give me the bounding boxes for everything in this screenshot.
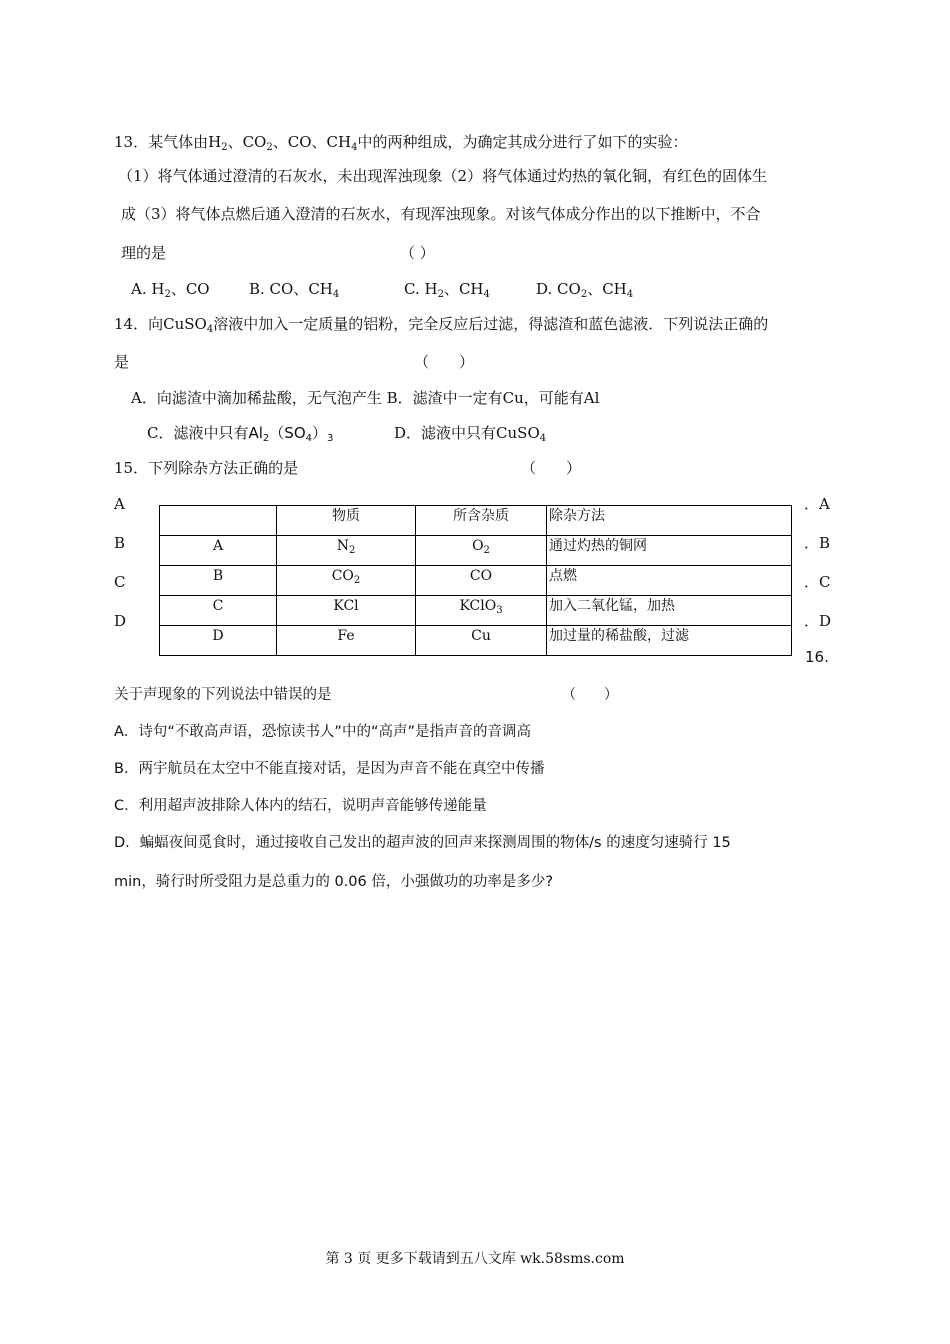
row-impurity: Cu (416, 626, 547, 656)
q14-option-c: C．滤液中只有$Al_2(SO_4)_3$ (147, 424, 334, 444)
q13-line2: （1）将气体通过澄清的石灰水，未出现浑浊现象（2）将气体通过灼热的氧化铜，有红色的固体生 (118, 167, 768, 185)
row-impurity: $O_2$ (416, 536, 547, 566)
q15-right-label-b: ．B (804, 534, 831, 552)
row-substance: $CO_2$ (277, 566, 416, 596)
q16-option-c: C．利用超声波排除人体内的结石，说明声音能够传递能量 (114, 798, 487, 814)
row-label: C (160, 596, 277, 626)
header-cell: 除杂方法 (547, 506, 792, 536)
table-row (160, 566, 792, 596)
q16-number: 16. (805, 648, 829, 666)
q15-right-label-d: ．D (804, 612, 832, 630)
q13-line4: 理的是 (121, 244, 167, 262)
q15-left-label-c: C (114, 573, 126, 591)
q15-answer-paren: （ ） (521, 459, 582, 477)
q14-option-d: D．滤液中只有CuSO$_4$ (394, 424, 547, 444)
q13-option-c: C. $H_2$、$CH_4$ (404, 280, 490, 300)
q15-stem: 15．下列除杂方法正确的是 (114, 459, 299, 477)
row-impurity: KClO$_3$ (416, 596, 547, 626)
table-row (160, 626, 792, 656)
q15-table (159, 505, 792, 656)
row-label: A (160, 536, 277, 566)
row-method: 点燃 (547, 566, 792, 596)
q16-option-b: B．两宇航员在太空中不能直接对话，是因为声音不能在真空中传播 (114, 761, 545, 777)
header-cell: 所含杂质 (416, 506, 547, 536)
row-label: D (160, 626, 277, 656)
page-footer: 第 3 页 更多下载请到五八文库 wk.58sms.com (325, 1251, 625, 1267)
q15-right-label-a: ．A (804, 495, 830, 513)
q14-answer-paren: （ ） (414, 353, 475, 371)
q13-stem: 13．某气体由$H_2$、$CO_2$、CO、$CH_4$中的两种组成，为确定其成分进行了如下的实验： (114, 133, 688, 153)
q16-answer-paren: （ ） (562, 687, 618, 703)
q16-option-a: A．诗句“不敢高声语，恐惊读书人”中的“高声”是指声音的音调高 (114, 724, 531, 740)
row-impurity: CO (416, 566, 547, 596)
row-substance: KCl (277, 596, 416, 626)
q14-stem: 14．向CuSO$_4$溶液中加入一定质量的铝粉，完全反应后过滤，得滤渣和蓝色滤液．下列说法正确的 (114, 315, 769, 335)
header-cell (160, 506, 277, 536)
row-method: 通过灼热的铜网 (547, 536, 792, 566)
q15-left-label-a: A (114, 495, 125, 513)
row-method: 加入二氧化锰，加热 (547, 596, 792, 626)
q15-left-label-d: D (114, 612, 127, 630)
table-row (160, 596, 792, 626)
q16-stem: 关于声现象的下列说法中错误的是 (114, 687, 332, 703)
q15-right-label-c: ．C (804, 573, 831, 591)
row-substance: $N_2$ (277, 536, 416, 566)
row-method: 加过量的稀盐酸，过滤 (547, 626, 792, 656)
q16-option-d-line2: min，骑行时所受阻力是总重力的 0.06 倍，小强做功的功率是多少? (114, 874, 554, 890)
q13-line3: 成（3）将气体点燃后通入澄清的石灰水，有现浑浊现象。对该气体成分作出的以下推断中，不合 (121, 205, 761, 223)
q14-options-ab: A．向滤渣中滴加稀盐酸，无气泡产生 B．滤渣中一定有Cu，可能有Al (131, 389, 600, 407)
table-row (160, 536, 792, 566)
q16-option-d-line1: D．蝙蝠夜间觅食时，通过接收自己发出的超声波的回声来探测周围的物体/s 的速度匀速骑行 15 (114, 835, 731, 851)
table-header-row (160, 506, 792, 536)
q14-line2: 是 (114, 353, 130, 371)
q13-option-a: A. $H_2$、CO (131, 280, 210, 300)
q13-answer-paren: （ ） (400, 244, 435, 262)
q15-left-label-b: B (114, 534, 126, 552)
q13-option-d: D. $CO_2$、$CH_4$ (536, 280, 634, 300)
row-substance: Fe (277, 626, 416, 656)
row-label: B (160, 566, 277, 596)
header-cell: 物质 (277, 506, 416, 536)
q13-option-b: B. CO、$CH_4$ (249, 280, 340, 300)
